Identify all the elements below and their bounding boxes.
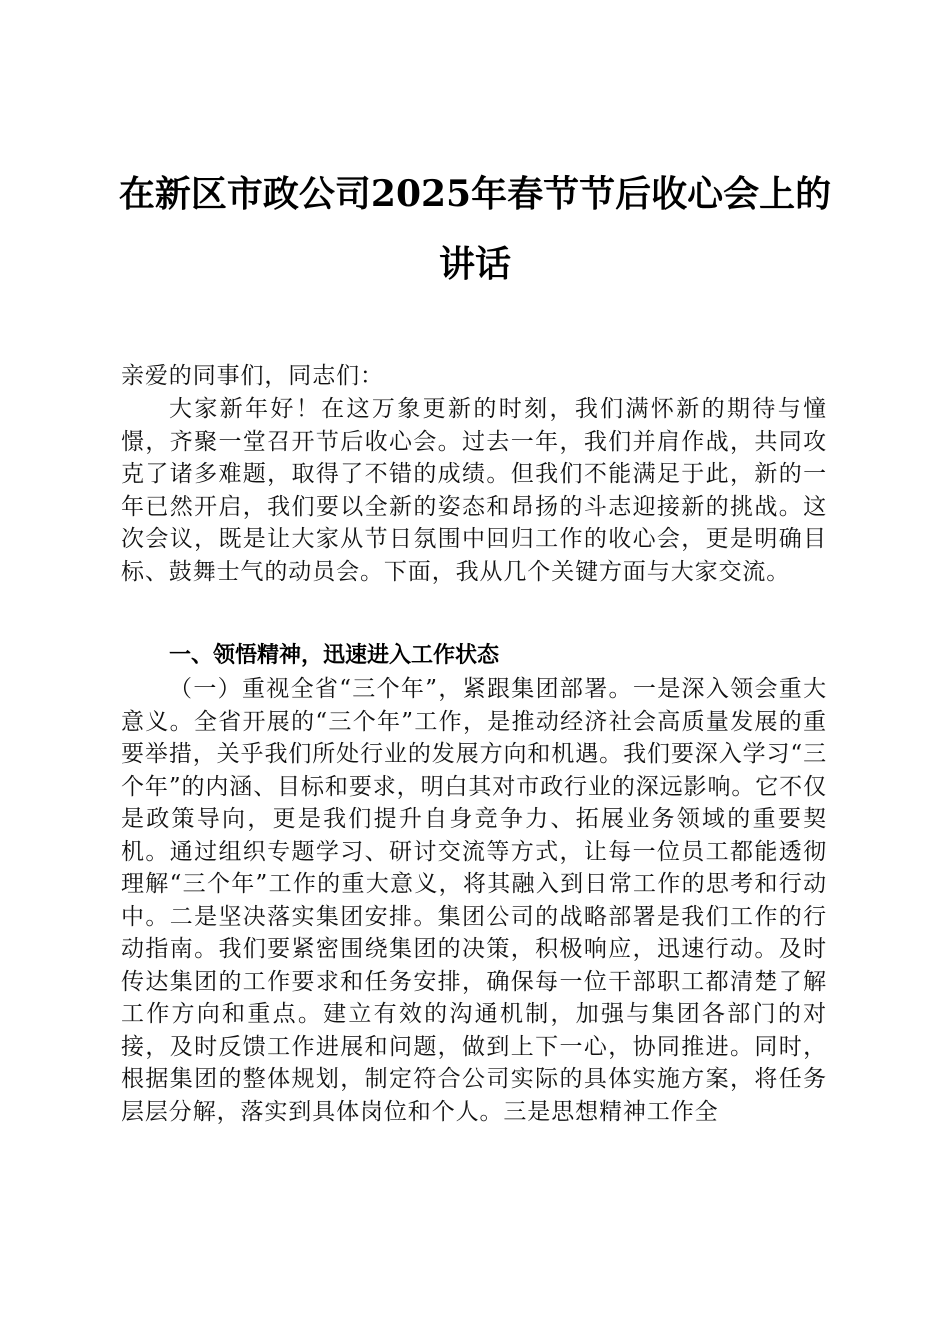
document-title: 在新区市政公司2025年春节节后收心会上的 [118, 173, 832, 215]
salutation: 亲爱的同事们，同志们： [121, 363, 384, 389]
body-paragraph: （一）重视全省“三个年”，紧跟集团部署。一是深入领会重大意义。全省开展的“三个年”工作，是推动经济社会高质量发展的重要举措，关乎我们所处行业的发展方向和机遇。我们要深入学习“三个年”的内涵、目标和要求，明白其对市政行业的深远影响。它不仅是政策导向，更是我们提升自身竞争力、拓展业务领域的重要契机。通过组织专题学习、研讨交流等方式，让每一位员工都能透彻理解“三个年”工作的重大意义，将其融入到日常工作的思考和行动中。二是坚决落实集团安排。集团公司的战略部署是我们工作的行动指南。我们要紧密围绕集团的决策，积极响应，迅速行动。及时传达集团的工作要求和任务安排，确保每一位干部职工都清楚了解工作方向和重点。建立有效的沟通机制，加强与集团各部门的对接，及时反馈工作进展和问题，做到上下一心，协同推进。同时，根据集团的整体规划，制定符合公司实际的具体实施方案，将任务层层分解，落实到具体岗位和个人。三是思想精神工作全 [121, 676, 827, 1125]
document-title-continued: 讲话 [438, 243, 511, 285]
opening-paragraph: 大家新年好！在这万象更新的时刻，我们满怀新的期待与憧憬，齐聚一堂召开节后收心会。过去一年，我们并肩作战，共同攻克了诸多难题，取得了不错的成绩。但我们不能满足于此，新的一年已然开启，我们要以全新的姿态和昂扬的斗志迎接新的挑战。这次会议，既是让大家从节日氛围中回归工作的收心会，更是明确目标、鼓舞士气的动员会。下面，我从几个关键方面与大家交流。 [121, 396, 827, 585]
section-heading-1: 一、领悟精神，迅速进入工作状态 [169, 643, 500, 668]
